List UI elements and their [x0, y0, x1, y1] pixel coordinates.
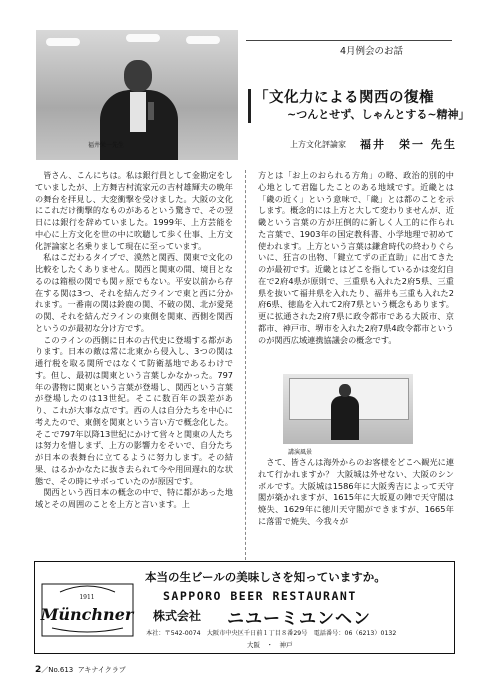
author-name: 福井 栄一 先生 [360, 138, 457, 151]
paragraph: さて、皆さんは海外からのお客様をどこへ観光に連れて行かれますか？ 大阪城は外せない、大阪のシンボルです。大阪城は1586年に大阪秀吉によって天守閣が築かれますが、1615年に大坂夏の陣で天守閣は焼失、1629年に徳川天守閣ができますが、1665年に落雷で焼失、今我々が [258, 457, 455, 526]
munchner-logo-icon [40, 582, 135, 638]
issue-number: ／No.613 [41, 666, 74, 674]
speaker-shirt [130, 92, 146, 132]
header-rule [246, 40, 452, 41]
speaker-photo-caption: 福井栄一先生 [88, 142, 125, 149]
logo-est: 1911 [79, 594, 95, 601]
advertisement-box [34, 561, 455, 654]
ceiling-light [186, 36, 220, 44]
lecture-photo-caption: 講演風景 [288, 449, 313, 456]
club-name: アキナイクラブ [77, 666, 126, 674]
paragraph: 方とは「お上のおられる方角」の略、政治的別的中心地として君臨したことのある地域です。近畿とは「畿の近く」という意味で、「畿」とは都のことを示します。概念的には上方と大して変わりませんが、近畿という言葉の方が圧倒的に新しく人工的に作られた言葉で、1903年の国定教科書、小学地理で初めて使われます。上方という言葉は鎌倉時代の終わりぐらいに、狂言の出物、「鍵立てずの正直助」に出てきたのが最初です。近畿とはどこを指しているかは変幻自在で2府4県が原則で、三重県も入れた2府5県、三重県を抜いて福井県を入れたり、福井も三重も入れた2府6県、徳島を入れて2府7県という概念もあります。更に拡通された2府7県に政令都市である大阪市、京都市、神戸市、堺市を入れた2府7県4政令都市というのが関西広域連携協議会の概念です。 [258, 170, 454, 345]
speaker-photo [36, 30, 238, 160]
ad-branches: 大阪 ・ 神戸 [247, 641, 293, 649]
section-label: 4月例会のお話 [340, 46, 404, 57]
microphone-icon [148, 102, 154, 120]
ad-address: 本社：〒542-0074 大阪市中央区千日前１丁目８番29号 電話番号：06（6213）0132 [146, 630, 397, 637]
article-column-right-top [258, 170, 454, 346]
paragraph: このラインの西側に日本の古代史に登場する都があります。日本の敵は常に北東から侵入し、3つの関は通行税を取る関所ではなくて防衛基地であるわけです。但し、最初は関東という言葉しかなかった。797年の書物に関東という言葉が登場し、関西という言葉が登場したのは13世紀。そこに数百年の誤差があり、これが大事な点です。西の人は自分たちを中心に考えたので、東側を関東という言い方で概念化した。そこで797年以降13世紀にかけて営々と関東の人たちは努力を惜しまず、上方の影響力をそいで、自分たちが日本の表舞台に立てるように努力します。その結果、はるかかなたに抜き去られて今や用回遅れ的な状態で、その時にサボっていたのが原因です。 [35, 334, 233, 486]
author-role: 上方文化評論家 [290, 140, 346, 149]
column-divider [245, 170, 246, 560]
article-headline: 「文化力による関西の復権 [254, 90, 434, 106]
logo-wordmark: Münchner [40, 605, 134, 624]
article-column-right-bottom [258, 457, 454, 528]
ceiling-light [46, 38, 80, 46]
ad-restaurant-name: SAPPORO BEER RESTAURANT [163, 589, 357, 603]
lecture-photo [283, 374, 413, 444]
article-column-left [35, 170, 233, 511]
ceiling-light [126, 34, 160, 42]
page-footer [35, 665, 126, 675]
ad-tagline: 本当の生ビールの美味しさを知っていますか。 [145, 570, 386, 584]
headline-bar [248, 89, 251, 123]
paragraph: 皆さん、こんにちは。私は銀行員として金勘定をしていましたが、上方舞吉村流家元の吉村雄輝夫の晩年の舞台を拝見し、大変衝撃を受けました。大阪の文化にこれだけ衝撃的なものがあるという驚きで、その翌日には銀行を辞めていました。1999年、上方芸能を中心に上方文化を世の中に吹聴して歩く仕事、上方文化評論家と名乗りまして現在に至っています。 [35, 170, 233, 251]
article-subhead: ~つんとせず、しゃんとする~精神」 [287, 108, 470, 121]
paragraph: 関西という西日本の概念の中で、特に都があった地域とその周囲のことを上方と言います。上 [35, 487, 233, 509]
speaker-head [124, 60, 152, 92]
ad-company-prefix: 株式会社 [153, 609, 202, 623]
lecturer-body [331, 396, 359, 440]
page-number: 2 [35, 665, 42, 675]
ad-company-name: ニユーミユンヘン [227, 609, 371, 629]
paragraph: 私はこだわるタイプで、漠然と関西、関東で文化の比較をしたくありません。関西と関東の間、境目となるのは箱根の関でも関ヶ原でもない。平安以前から存在する関は3つ、それを結んだラインで東と西に分かれます。一番南の関は鈴鹿の関、不破の関、北が愛発の関、それを結んだラインの東側を関東、西側を関西というのが最初な分け方です。 [35, 252, 233, 333]
lecturer-head [339, 384, 351, 397]
